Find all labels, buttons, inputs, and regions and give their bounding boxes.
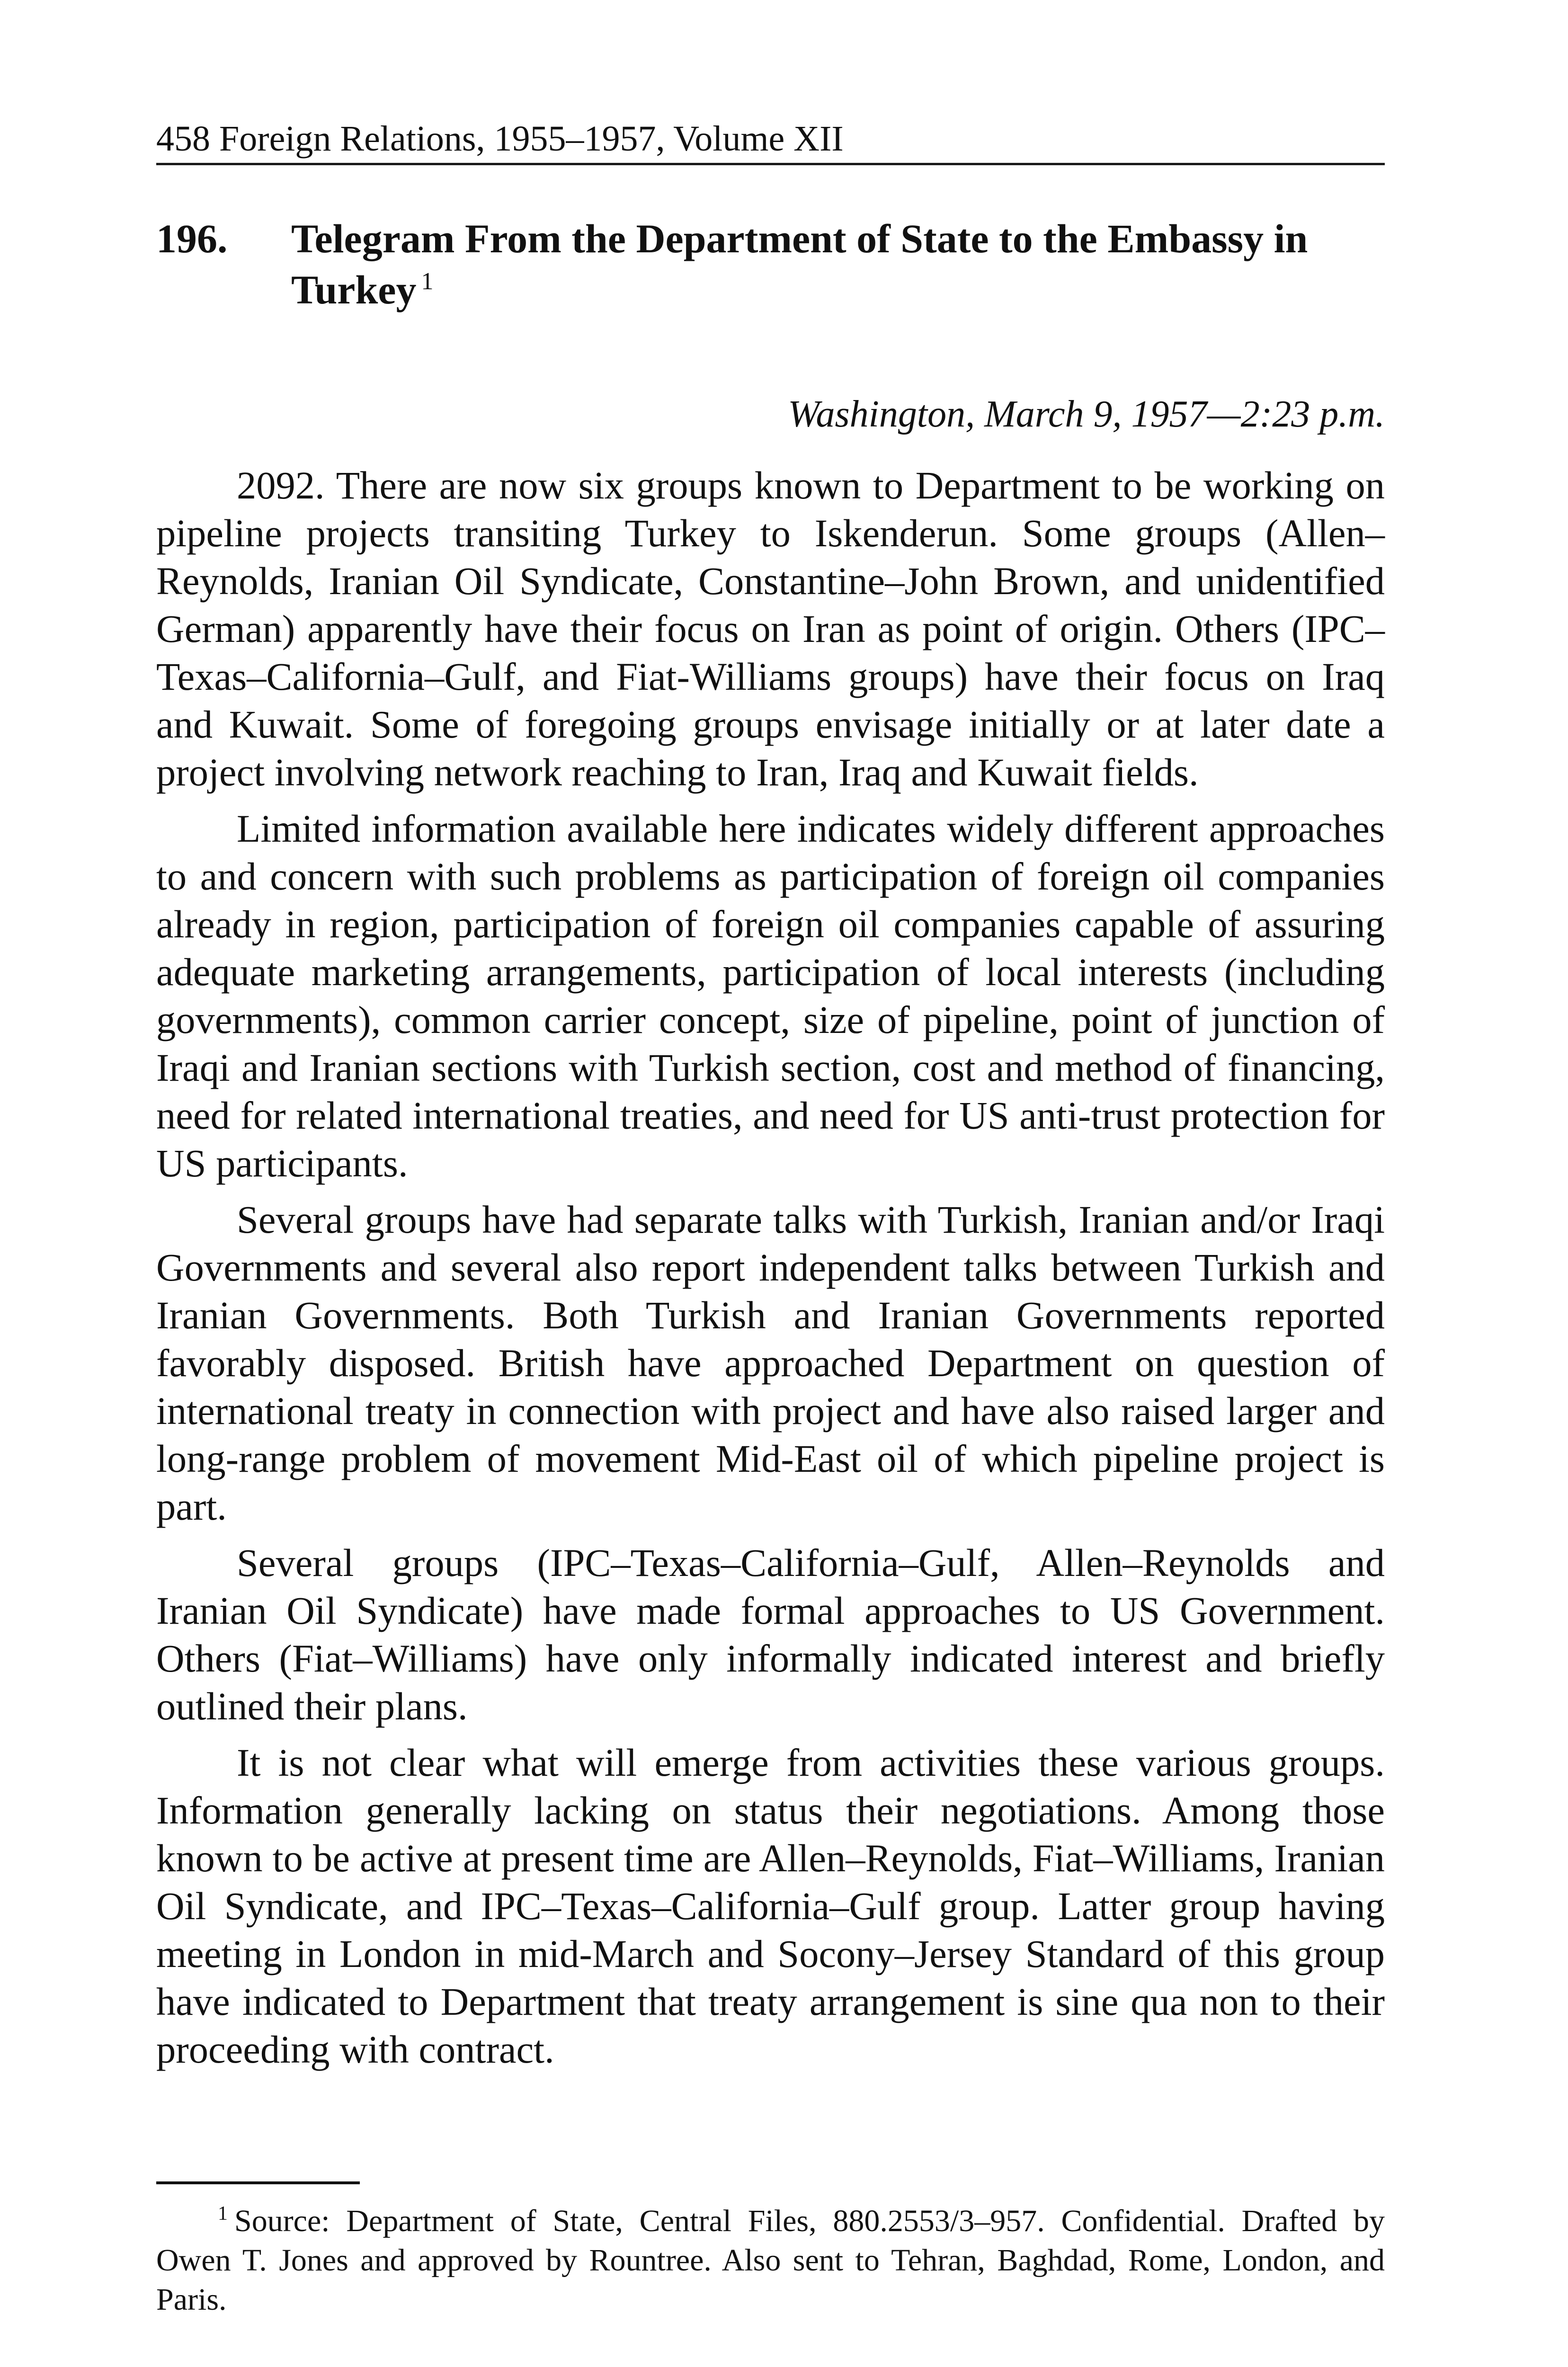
footnote-rule <box>156 2181 360 2184</box>
paragraph: Several groups have had separate talks with Turkish, Iranian and/or Iraqi Governments and several also report independent talks between Turkish and Iranian Governments. Both Turkish and Iranian Governments reported favorably disposed. British have approached Department on question of international treaty in connection with project and have also raised larger and long-range problem of movement Mid-East oil of which pipeline project is part. <box>156 1198 1385 1528</box>
telegram-body <box>156 462 1385 2082</box>
footnote-text: Source: Department of State, Central Files, 880.2553/3–957. Confidential. Drafted by Owen T. Jones and approved by Rountree. Also sent to Tehran, Baghdad, Rome, London, and Paris. <box>156 2204 1385 2317</box>
paragraph: It is not clear what will emerge from activities these various groups. Information generally lacking on status their negotiations. Among those known to be active at present time are Allen–Reynolds, Fiat–Williams, Iranian Oil Syndicate, and IPC–Texas–California–Gulf group. Latter group having meeting in London in mid-March and Socony–Jersey Standard of this group have indicated to Department that treaty arrangement is sine qua non to their proceeding with contract. <box>156 1741 1385 2071</box>
document-number: 196. <box>156 216 228 261</box>
document-title-block <box>291 213 1385 315</box>
dateline: Washington, March 9, 1957—2:23 p.m. <box>788 393 1385 435</box>
paragraph: Several groups (IPC–Texas–California–Gulf, Allen–Reynolds and Iranian Oil Syndicate) have made formal approaches to US Government. Others (Fiat–Williams) have only informally indicated interest and briefly outlined their plans. <box>156 1541 1385 1728</box>
document-title: Telegram From the Department of State to the Embassy in Turkey <box>291 216 1308 312</box>
title-footnote-marker[interactable]: 1 <box>421 268 434 295</box>
header-rule <box>156 163 1385 165</box>
footnote-marker: 1 <box>218 2203 228 2225</box>
paragraph: Limited information available here indicates widely different approaches to and concern with such problems as participation of foreign oil companies already in region, participation of foreign oil companies capable of assuring adequate marketing arrangements, participation of local interests (including governments), common carrier concept, size of pipeline, point of junction of Iraqi and Iranian sections with Turkish section, cost and method of financing, need for related international treaties, and need for US anti-trust protection for US participants. <box>156 807 1385 1185</box>
footnote <box>156 2201 1385 2319</box>
running-head: 458 Foreign Relations, 1955–1957, Volume XII <box>156 119 844 159</box>
paragraph: 2092. There are now six groups known to Department to be working on pipeline projects transiting Turkey to Iskenderun. Some groups (Allen–Reynolds, Iranian Oil Syndicate, Constantine–John Brown, and unidentified German) apparently have their focus on Iran as point of origin. Others (IPC–Texas–California–Gulf, and Fiat-Williams groups) have their focus on Iraq and Kuwait. Some of foregoing groups envisage initially or at later date a project involving network reaching to Iran, Iraq and Kuwait fields. <box>156 463 1385 794</box>
